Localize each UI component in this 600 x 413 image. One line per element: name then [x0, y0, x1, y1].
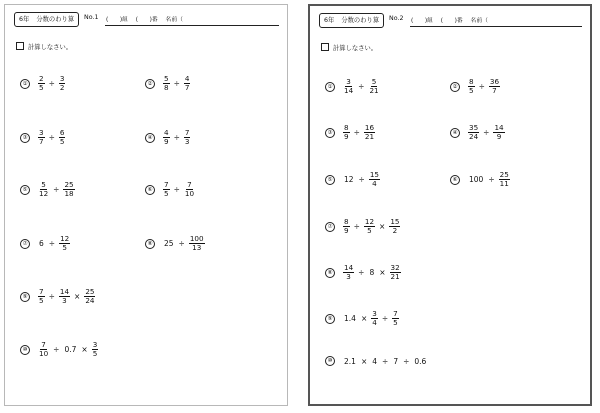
- sheet-number: No.2: [389, 15, 404, 22]
- problem-number: ③: [20, 133, 30, 143]
- name-field[interactable]: 名前（: [165, 17, 183, 23]
- problem-number: ⑥: [145, 185, 155, 195]
- denominator: 11: [499, 179, 509, 188]
- instruction-text: 計算しなさい。: [333, 45, 378, 52]
- fraction: [38, 288, 45, 305]
- checkbox-icon: [321, 43, 329, 51]
- denominator: 9: [344, 226, 349, 235]
- expression: [162, 75, 191, 92]
- numerator: 7: [164, 180, 169, 189]
- multiply-sign: ×: [360, 314, 368, 323]
- denominator: 2: [392, 226, 398, 235]
- fraction: [371, 310, 378, 327]
- divide-sign: ÷: [48, 292, 55, 301]
- problem-number: ⑤: [20, 185, 30, 195]
- name-field[interactable]: 名前（: [470, 18, 488, 24]
- numerator: 4: [184, 74, 190, 83]
- numerator: 3: [59, 74, 65, 83]
- fraction: [343, 218, 350, 235]
- problem-5: [20, 181, 76, 198]
- problem-number: ②: [145, 79, 155, 89]
- numerator: 12: [60, 234, 70, 243]
- numerator: 3: [39, 128, 44, 137]
- divide-sign: ÷: [483, 128, 490, 137]
- fraction: [163, 75, 170, 92]
- fraction: [364, 218, 375, 235]
- worksheet-header: [319, 13, 582, 27]
- numerator: 3: [372, 309, 377, 318]
- expression: [342, 264, 402, 281]
- denominator: 10: [184, 189, 195, 198]
- problem-number: ⑦: [325, 222, 335, 232]
- problem-number: ⑥: [450, 175, 460, 185]
- class-field[interactable]: ( )組: [106, 17, 128, 23]
- denominator: 4: [372, 179, 377, 188]
- denominator: 5: [393, 318, 398, 327]
- expression: [342, 78, 381, 95]
- problem-number: ⑤: [325, 175, 335, 185]
- expression: [342, 310, 400, 327]
- fraction: [368, 78, 379, 95]
- whole-number: 100: [469, 175, 484, 184]
- denominator: 24: [469, 132, 479, 141]
- fraction: [392, 310, 399, 327]
- numerator: 25: [499, 170, 509, 179]
- numerator: 15: [390, 217, 400, 226]
- student-fields: [106, 14, 189, 23]
- fraction: [343, 264, 354, 281]
- denominator: 5: [39, 296, 44, 305]
- divide-sign: ÷: [48, 133, 55, 142]
- fraction: [84, 288, 95, 305]
- problem-number: ③: [325, 128, 335, 138]
- fraction: [369, 171, 380, 188]
- divide-sign: ÷: [173, 79, 180, 88]
- problem-7: [325, 218, 401, 235]
- problem-number: ⑧: [325, 268, 335, 278]
- divide-sign: ÷: [48, 239, 56, 248]
- denominator: 5: [39, 83, 44, 92]
- multiply-sign: ×: [379, 268, 386, 277]
- fraction: [189, 235, 205, 252]
- fraction: [364, 124, 375, 141]
- problem-number: ⑧: [145, 239, 155, 249]
- divide-sign: ÷: [53, 345, 60, 354]
- numerator: 6: [59, 128, 65, 137]
- divide-sign: ÷: [353, 128, 360, 137]
- grade-label: 6年: [324, 17, 335, 24]
- denominator: 12: [39, 189, 49, 198]
- problem-8: [145, 235, 206, 252]
- numerator: 7: [187, 180, 192, 189]
- numerator: 100: [189, 234, 204, 243]
- fraction: [493, 124, 504, 141]
- fraction: [163, 181, 170, 198]
- expression: [342, 124, 376, 141]
- student-fields: [411, 15, 494, 24]
- expression: [342, 218, 401, 235]
- fraction: [184, 75, 191, 92]
- expression: [162, 129, 191, 146]
- problem-number: ④: [450, 128, 460, 138]
- denominator: 4: [372, 318, 377, 327]
- problem-number: ①: [325, 82, 335, 92]
- numerator: 8: [344, 217, 349, 226]
- divide-sign: ÷: [478, 82, 485, 91]
- whole-number: 1.4: [344, 314, 356, 323]
- problem-number: ②: [450, 82, 460, 92]
- problem-number: ⑨: [20, 292, 30, 302]
- numerator: 14: [494, 123, 504, 132]
- problem-2: [145, 75, 191, 92]
- fraction: [63, 181, 74, 198]
- name-underline: [410, 26, 582, 27]
- numerator: 35: [469, 123, 479, 132]
- denominator: 9: [496, 132, 502, 141]
- numerator: 36: [489, 77, 500, 86]
- instruction: [321, 43, 377, 52]
- numerator: 7: [39, 287, 44, 296]
- checkbox-icon: [16, 42, 24, 50]
- sheet-number: No.1: [84, 14, 99, 21]
- problem-1: [325, 78, 381, 95]
- problem-2: [450, 78, 501, 95]
- expression: [162, 181, 196, 198]
- fraction: [59, 288, 70, 305]
- denominator: 5: [164, 189, 169, 198]
- problem-8: [325, 264, 402, 281]
- multiply-sign: ×: [360, 356, 368, 366]
- fraction: [343, 78, 354, 95]
- multiply-sign: ×: [74, 292, 81, 301]
- whole-number: 0.6: [414, 356, 427, 366]
- denominator: 3: [184, 137, 190, 146]
- expression: [37, 129, 66, 146]
- expression: [37, 75, 66, 92]
- numerator: 5: [41, 180, 46, 189]
- denominator: 24: [85, 296, 95, 305]
- worksheet-no1: [4, 4, 288, 406]
- whole-number: 6: [39, 239, 44, 248]
- fraction: [499, 171, 510, 188]
- divide-sign: ÷: [488, 175, 495, 184]
- expression: [342, 171, 381, 188]
- denominator: 9: [344, 132, 349, 141]
- divide-sign: ÷: [382, 356, 389, 366]
- fraction: [163, 129, 170, 146]
- whole-number: 4: [372, 356, 378, 366]
- fraction: [38, 181, 49, 198]
- denominator: 21: [364, 132, 375, 141]
- problem-number: ⑦: [20, 239, 30, 249]
- fraction: [468, 78, 475, 95]
- denominator: 5: [92, 349, 98, 358]
- denominator: 5: [59, 137, 65, 146]
- problem-number: ⑩: [325, 356, 335, 366]
- whole-number: 12: [344, 175, 354, 184]
- fraction: [343, 124, 350, 141]
- numerator: 7: [184, 128, 190, 137]
- instruction-text: 計算しなさい。: [28, 44, 73, 51]
- denominator: 5: [469, 86, 474, 95]
- denominator: 9: [164, 137, 169, 146]
- denominator: 7: [184, 83, 190, 92]
- multiply-sign: ×: [81, 345, 88, 354]
- fraction: [38, 341, 49, 358]
- worksheet-title: 分数のわり算: [36, 16, 75, 23]
- fraction: [38, 75, 45, 92]
- problem-7: [20, 235, 71, 252]
- name-underline: [105, 25, 279, 26]
- seat-number-field[interactable]: ( )番: [440, 18, 463, 24]
- problem-5: [325, 171, 381, 188]
- problem-10: [325, 356, 428, 366]
- fraction: [184, 129, 191, 146]
- multiply-sign: ×: [379, 222, 386, 231]
- whole-number: 7: [393, 356, 399, 366]
- divide-sign: ÷: [358, 268, 365, 277]
- seat-number-field[interactable]: ( )番: [135, 17, 158, 23]
- numerator: 25: [64, 180, 74, 189]
- denominator: 21: [369, 86, 379, 95]
- numerator: 8: [344, 123, 349, 132]
- denominator: 2: [59, 83, 65, 92]
- numerator: 3: [346, 77, 351, 86]
- fraction: [59, 129, 66, 146]
- expression: [467, 124, 506, 141]
- denominator: 7: [39, 137, 44, 146]
- problem-number: ①: [20, 79, 30, 89]
- problem-9: [20, 288, 96, 305]
- numerator: 16: [364, 123, 375, 132]
- divide-sign: ÷: [358, 82, 365, 91]
- problem-number: ⑩: [20, 345, 30, 355]
- fraction: [468, 124, 479, 141]
- problem-6: [145, 181, 196, 198]
- denominator: 13: [192, 243, 202, 252]
- denominator: 18: [64, 189, 74, 198]
- whole-number: 25: [164, 239, 174, 248]
- denominator: 7: [492, 86, 497, 95]
- divide-sign: ÷: [403, 356, 410, 366]
- expression: [37, 288, 96, 305]
- expression: [467, 78, 501, 95]
- fraction: [389, 218, 400, 235]
- worksheet-header: [14, 12, 279, 26]
- instruction: [16, 42, 72, 51]
- expression: [162, 235, 206, 252]
- fraction: [59, 235, 70, 252]
- divide-sign: ÷: [381, 314, 389, 323]
- expression: [37, 181, 76, 198]
- numerator: 15: [369, 170, 379, 179]
- problem-4: [450, 124, 506, 141]
- problem-3: [20, 129, 66, 146]
- divide-sign: ÷: [48, 79, 55, 88]
- problem-3: [325, 124, 376, 141]
- divide-sign: ÷: [53, 185, 60, 194]
- expression: [37, 341, 99, 358]
- problem-10: [20, 341, 99, 358]
- numerator: 32: [390, 263, 400, 272]
- numerator: 3: [92, 340, 98, 349]
- numerator: 5: [164, 74, 169, 83]
- denominator: 3: [62, 296, 67, 305]
- denominator: 5: [62, 243, 67, 252]
- class-field[interactable]: ( )組: [411, 18, 433, 24]
- numerator: 12: [364, 217, 375, 226]
- numerator: 7: [41, 340, 46, 349]
- fraction: [92, 341, 99, 358]
- fraction: [59, 75, 66, 92]
- worksheet-title: 分数のわり算: [341, 17, 380, 24]
- problem-4: [145, 129, 191, 146]
- fraction: [390, 264, 401, 281]
- fraction: [38, 129, 45, 146]
- numerator: 5: [371, 77, 377, 86]
- title-box: [14, 12, 79, 27]
- problem-9: [325, 310, 400, 327]
- problem-1: [20, 75, 66, 92]
- fraction: [184, 181, 195, 198]
- grade-label: 6年: [19, 16, 30, 23]
- problem-number: ④: [145, 133, 155, 143]
- whole-number: 0.7: [64, 345, 77, 354]
- expression: [37, 235, 71, 252]
- problem-number: ⑨: [325, 314, 335, 324]
- numerator: 25: [85, 287, 95, 296]
- denominator: 5: [367, 226, 372, 235]
- denominator: 8: [164, 83, 169, 92]
- denominator: 14: [344, 86, 354, 95]
- problem-6: [450, 171, 511, 188]
- expression: [467, 171, 511, 188]
- denominator: 3: [346, 272, 351, 281]
- expression: [342, 357, 428, 366]
- denominator: 21: [390, 272, 400, 281]
- worksheet-no2: [308, 4, 592, 406]
- divide-sign: ÷: [358, 175, 365, 184]
- title-box: [319, 13, 384, 28]
- numerator: 2: [39, 74, 44, 83]
- divide-sign: ÷: [173, 185, 180, 194]
- numerator: 7: [393, 309, 398, 318]
- numerator: 14: [59, 287, 70, 296]
- fraction: [489, 78, 500, 95]
- whole-number: 2.1: [344, 356, 356, 366]
- divide-sign: ÷: [353, 222, 360, 231]
- numerator: 4: [164, 128, 169, 137]
- denominator: 10: [39, 349, 49, 358]
- numerator: 8: [469, 77, 474, 86]
- whole-number: 8: [369, 268, 375, 277]
- divide-sign: ÷: [178, 239, 185, 248]
- divide-sign: ÷: [173, 133, 180, 142]
- numerator: 14: [344, 263, 354, 272]
